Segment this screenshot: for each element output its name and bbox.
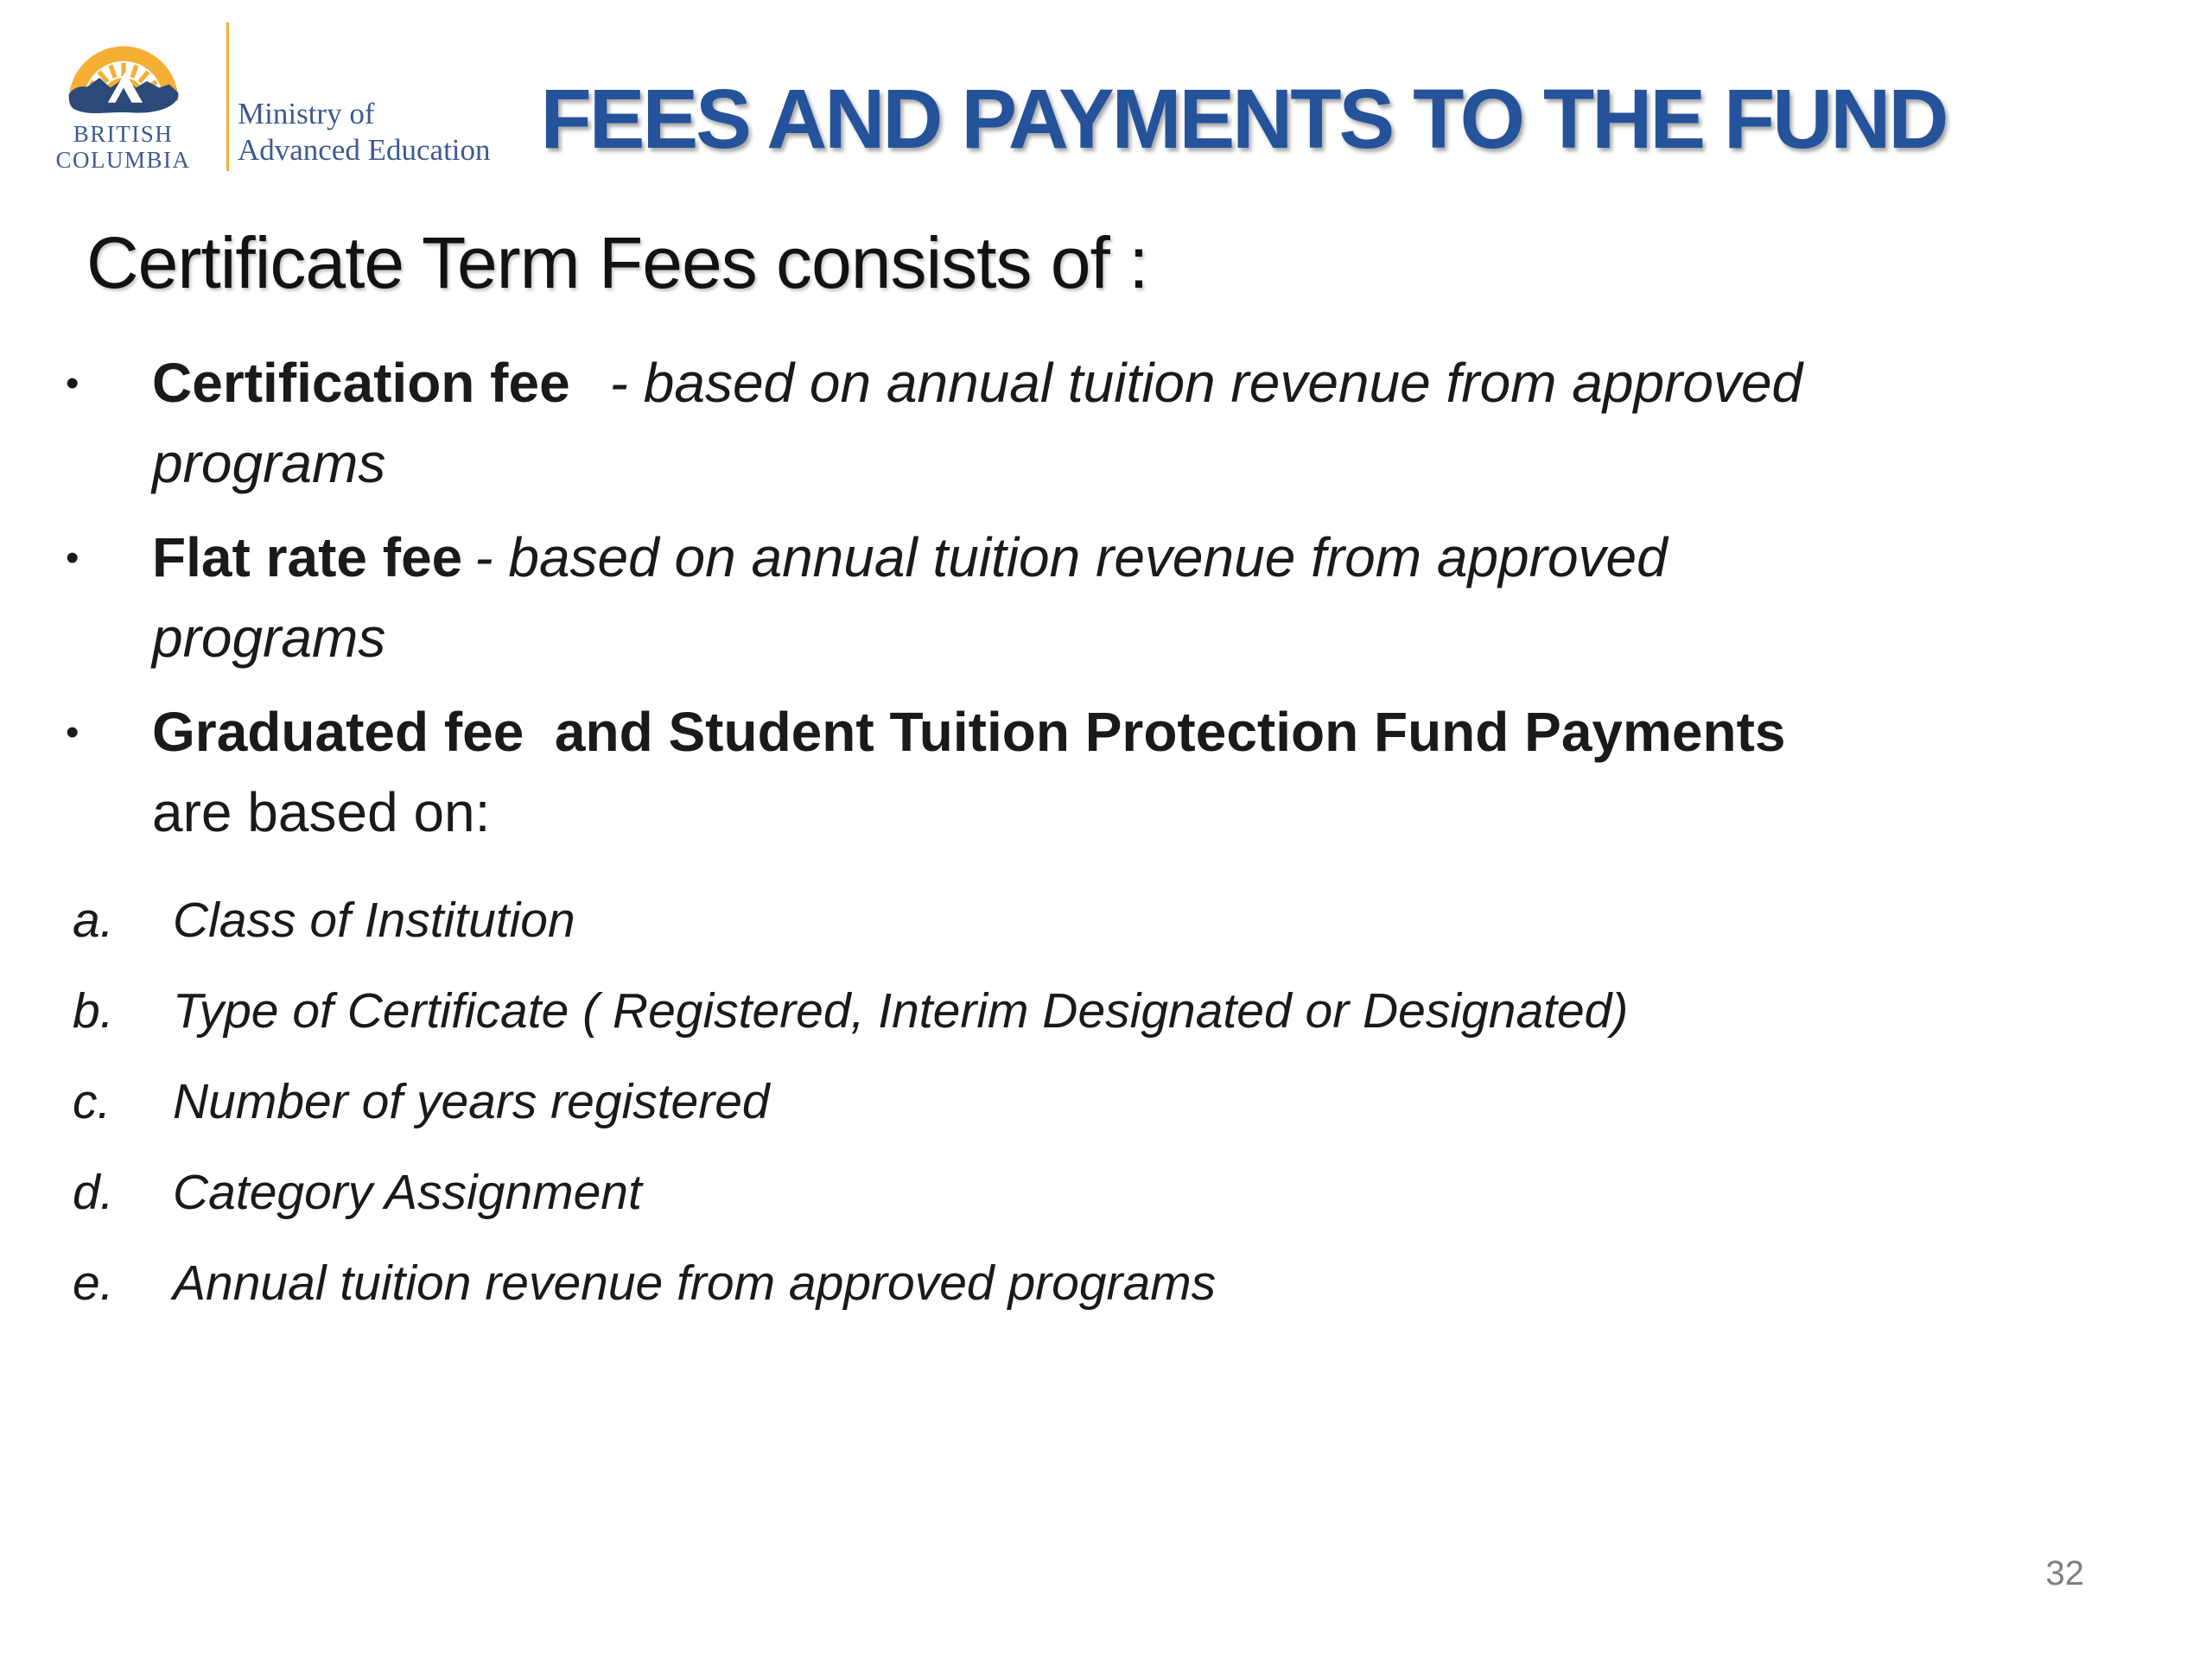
lettered-item-d [73, 1161, 2212, 1224]
logo-region-line2: COLUMBIA [55, 146, 191, 173]
logo-divider [226, 22, 229, 171]
bullet-item-graduated-fee [66, 692, 2212, 853]
lettered-item-a [73, 889, 2212, 951]
bullet-item-certification-fee [66, 343, 2212, 504]
letter-text: Category Assignment [173, 1165, 642, 1220]
letter-marker: a. [73, 893, 114, 948]
letter-text: Annual tuition revenue from approved programs [173, 1255, 1217, 1311]
lettered-item-e [73, 1252, 2212, 1314]
bullet-lead: Flat rate fee [152, 526, 463, 588]
bullet-list [0, 343, 2212, 853]
letter-text: Number of years registered [173, 1074, 770, 1129]
content-heading: Certificate Term Fees consists of : [86, 222, 1148, 303]
slide-body [0, 221, 2212, 1314]
logo-wordmark [55, 121, 190, 173]
lettered-list [0, 867, 2212, 1314]
lettered-item-c [73, 1071, 2212, 1133]
slide-title: FEES AND PAYMENTS TO THE FUND [540, 72, 1947, 166]
letter-marker: b. [73, 983, 114, 1039]
bc-government-logo [30, 36, 216, 173]
letter-text: Class of Institution [173, 893, 575, 948]
bullet-item-flat-rate-fee [66, 518, 2212, 678]
letter-text: Type of Certificate ( Registered, Interim Designated or Designated) [173, 983, 1629, 1039]
bullet-icon: • [66, 362, 79, 404]
page-number: 32 [2045, 1554, 2084, 1592]
bullet-detail: - based on annual tuition revenue from approved [474, 526, 1668, 588]
letter-marker: e. [73, 1255, 114, 1311]
bullet-detail: - based on annual tuition revenue from approved [609, 352, 1803, 414]
letter-marker: c. [73, 1074, 111, 1129]
lettered-item-b [73, 980, 2212, 1042]
bullet-icon: • [66, 537, 79, 579]
letter-marker: d. [73, 1165, 114, 1220]
bullet-icon: • [66, 711, 79, 753]
bullet-lead: Certification fee [152, 352, 570, 414]
logo-region-line1: BRITISH [73, 120, 174, 147]
bullet-lead: Graduated fee and Student Tuition Protection Fund Payments [152, 701, 1786, 763]
bc-sunrise-mountains-icon [58, 36, 189, 119]
ministry-name [238, 96, 491, 173]
slide-header [0, 0, 2212, 173]
ministry-line2: Advanced Education [238, 133, 491, 168]
bullet-continuation: programs [152, 607, 386, 669]
bullet-continuation: are based on: [152, 781, 491, 843]
ministry-line1: Ministry of [238, 96, 375, 130]
bullet-continuation: programs [152, 432, 386, 494]
